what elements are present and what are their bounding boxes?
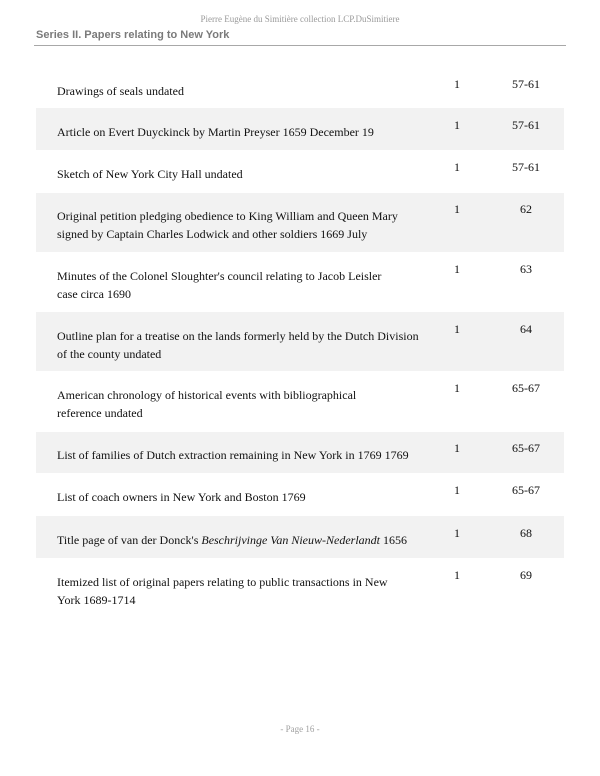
- item-folder: 57-61: [512, 77, 540, 91]
- item-box: 1: [454, 160, 460, 174]
- item-folder: 64: [520, 322, 532, 336]
- item-description: Article on Evert Duyckinck by Martin Preyser 1659 December 19: [57, 125, 374, 139]
- item-description-line: York 1689-1714: [57, 593, 136, 607]
- item-description-text: Title page of van der Donck's: [57, 533, 202, 547]
- list-item: [36, 473, 564, 516]
- collection-header: Pierre Eugène du Simitière collection LCP.DuSimitiere: [200, 14, 400, 24]
- item-description-line: Itemized list of original papers relating to public transactions in New: [57, 575, 388, 589]
- item-box: 1: [454, 77, 460, 91]
- item-box: 1: [454, 526, 460, 540]
- item-description: [57, 386, 437, 422]
- list-item: [36, 108, 564, 150]
- item-description: [57, 207, 437, 243]
- list-item: [36, 193, 564, 252]
- header-divider: [34, 45, 566, 46]
- item-box: 1: [454, 322, 460, 336]
- item-folder: 69: [520, 568, 532, 582]
- item-description-line: American chronology of historical events with bibliographical: [57, 388, 357, 402]
- item-description-line: case circa 1690: [57, 287, 131, 301]
- list-item: [36, 558, 564, 618]
- item-description: Drawings of seals undated: [57, 84, 184, 98]
- item-description-line: of the county undated: [57, 347, 162, 361]
- list-item: [36, 432, 564, 473]
- item-description-line: signed by Captain Charles Lodwick and other soldiers 1669 July: [57, 227, 368, 241]
- item-folder: 65-67: [512, 441, 540, 455]
- list-item: [36, 252, 564, 312]
- item-folder: 63: [520, 262, 532, 276]
- item-folder: 57-61: [512, 118, 540, 132]
- item-description-line: Minutes of the Colonel Sloughter's council relating to Jacob Leisler: [57, 269, 382, 283]
- list-item: [36, 150, 564, 193]
- item-description-line: Outline plan for a treatise on the lands formerly held by the Dutch Division: [57, 329, 419, 343]
- item-box: 1: [454, 483, 460, 497]
- item-folder: 68: [520, 526, 532, 540]
- list-item: [36, 312, 564, 371]
- item-box: 1: [454, 202, 460, 216]
- item-description: [57, 573, 437, 609]
- item-box: 1: [454, 381, 460, 395]
- item-description: List of families of Dutch extraction remaining in New York in 1769 1769: [57, 448, 409, 462]
- item-box: 1: [454, 118, 460, 132]
- series-title: Series II. Papers relating to New York: [36, 29, 230, 41]
- item-folder: 62: [520, 202, 532, 216]
- item-description: [57, 327, 437, 363]
- item-description-title: Beschrijvinge Van Nieuw-Nederlandt: [201, 533, 380, 547]
- item-description: [57, 267, 437, 303]
- item-folder: 57-61: [512, 160, 540, 174]
- item-description: List of coach owners in New York and Boston 1769: [57, 490, 306, 504]
- page-number: - Page 16 -: [280, 724, 320, 734]
- item-box: 1: [454, 262, 460, 276]
- list-item: [36, 371, 564, 432]
- list-item: [36, 66, 564, 108]
- item-box: 1: [454, 441, 460, 455]
- item-description: [57, 531, 427, 549]
- item-description-text: 1656: [380, 533, 407, 547]
- item-description-line: Original petition pledging obedience to King William and Queen Mary: [57, 209, 398, 223]
- item-description: Sketch of New York City Hall undated: [57, 167, 243, 181]
- item-folder: 65-67: [512, 483, 540, 497]
- container-list: [36, 66, 564, 618]
- item-box: 1: [454, 568, 460, 582]
- item-description-line: reference undated: [57, 406, 143, 420]
- item-folder: 65-67: [512, 381, 540, 395]
- list-item: [36, 516, 564, 558]
